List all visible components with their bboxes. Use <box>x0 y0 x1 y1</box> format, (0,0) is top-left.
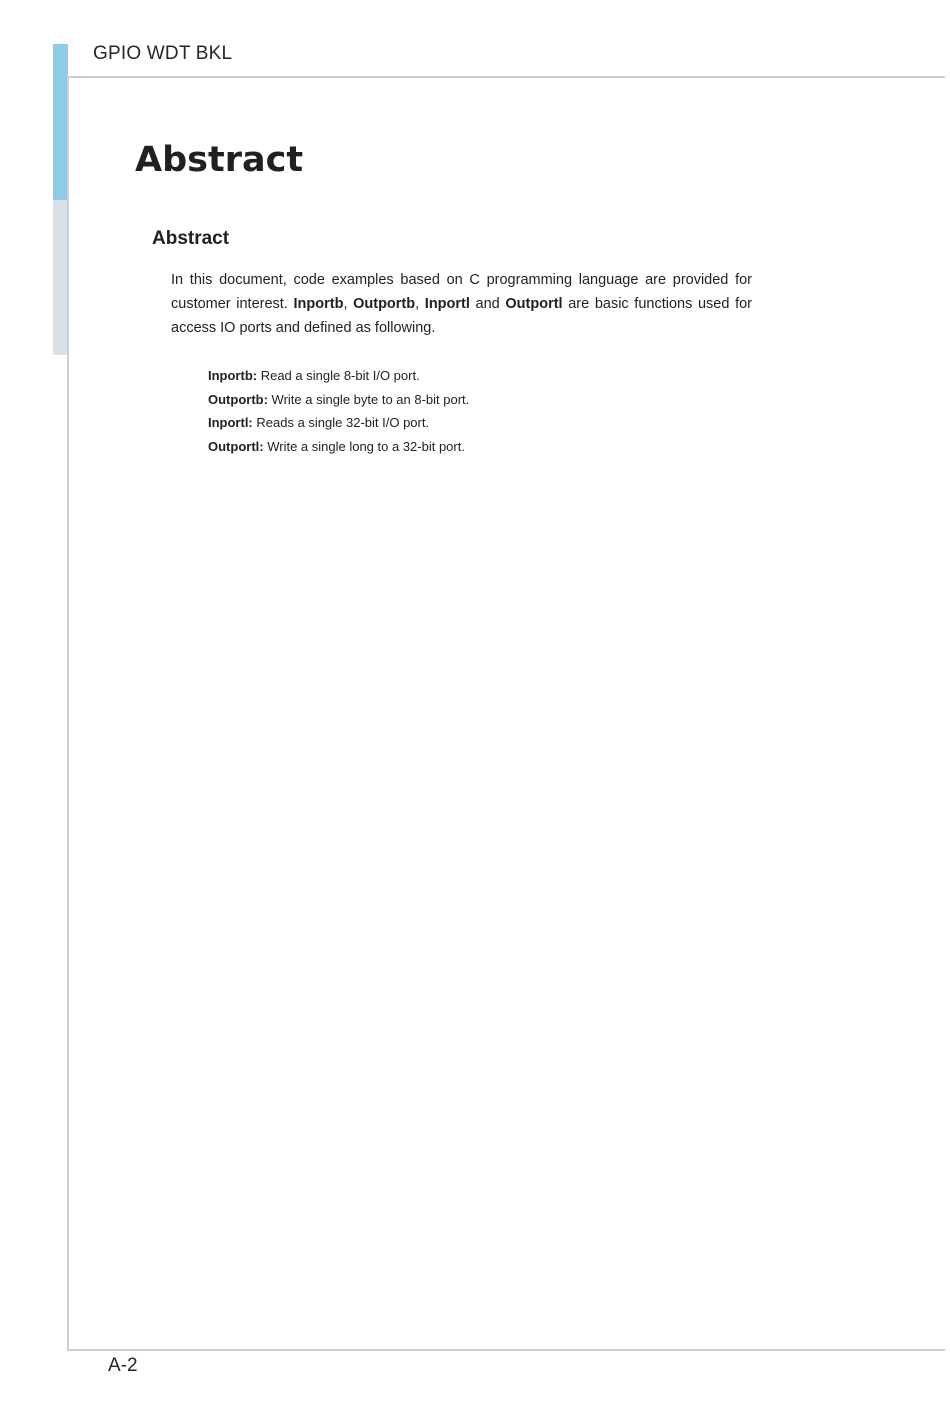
definition-item <box>208 388 469 412</box>
term-outportl: Outportl <box>505 296 563 312</box>
intro-separator: , <box>415 296 425 312</box>
intro-text-start: In this document, code examples based on C programming language are provided for customer interest. <box>171 272 752 312</box>
page-title: Abstract <box>135 140 304 180</box>
page-frame-left-rule <box>67 76 69 1351</box>
definition-term: Inportb: <box>208 368 258 383</box>
intro-separator: and <box>469 296 506 312</box>
term-inportb: Inportb <box>293 296 344 312</box>
definition-desc: Write a single long to a 32-bit port. <box>263 439 465 455</box>
definition-item <box>208 411 469 435</box>
intro-separator: , <box>343 296 354 312</box>
function-definitions <box>208 364 469 459</box>
footer-rule <box>67 1349 945 1351</box>
chapter-accent-bar <box>53 44 68 200</box>
definition-term: Outportb: <box>208 391 268 407</box>
definition-term: Outportl: <box>208 439 264 455</box>
chapter-accent-bar-lower <box>53 200 68 355</box>
intro-paragraph <box>171 268 752 340</box>
definition-desc: Read a single 8-bit I/O port. <box>257 368 420 383</box>
running-header: GPIO WDT BKL <box>93 43 233 64</box>
definition-item <box>208 435 469 459</box>
header-rule <box>67 76 945 78</box>
definition-item <box>208 364 469 388</box>
intro-text-end: are basic functions used for access IO ports and defined as following. <box>171 296 752 336</box>
definition-desc: Reads a single 32-bit I/O port. <box>252 415 430 431</box>
page-number: A-2 <box>108 1355 138 1376</box>
definition-term: Inportl: <box>208 415 253 431</box>
section-heading: Abstract <box>152 228 230 249</box>
term-inportl: Inportl <box>424 296 470 312</box>
term-outportb: Outportb <box>353 296 416 312</box>
definition-desc: Write a single byte to an 8-bit port. <box>267 391 470 407</box>
